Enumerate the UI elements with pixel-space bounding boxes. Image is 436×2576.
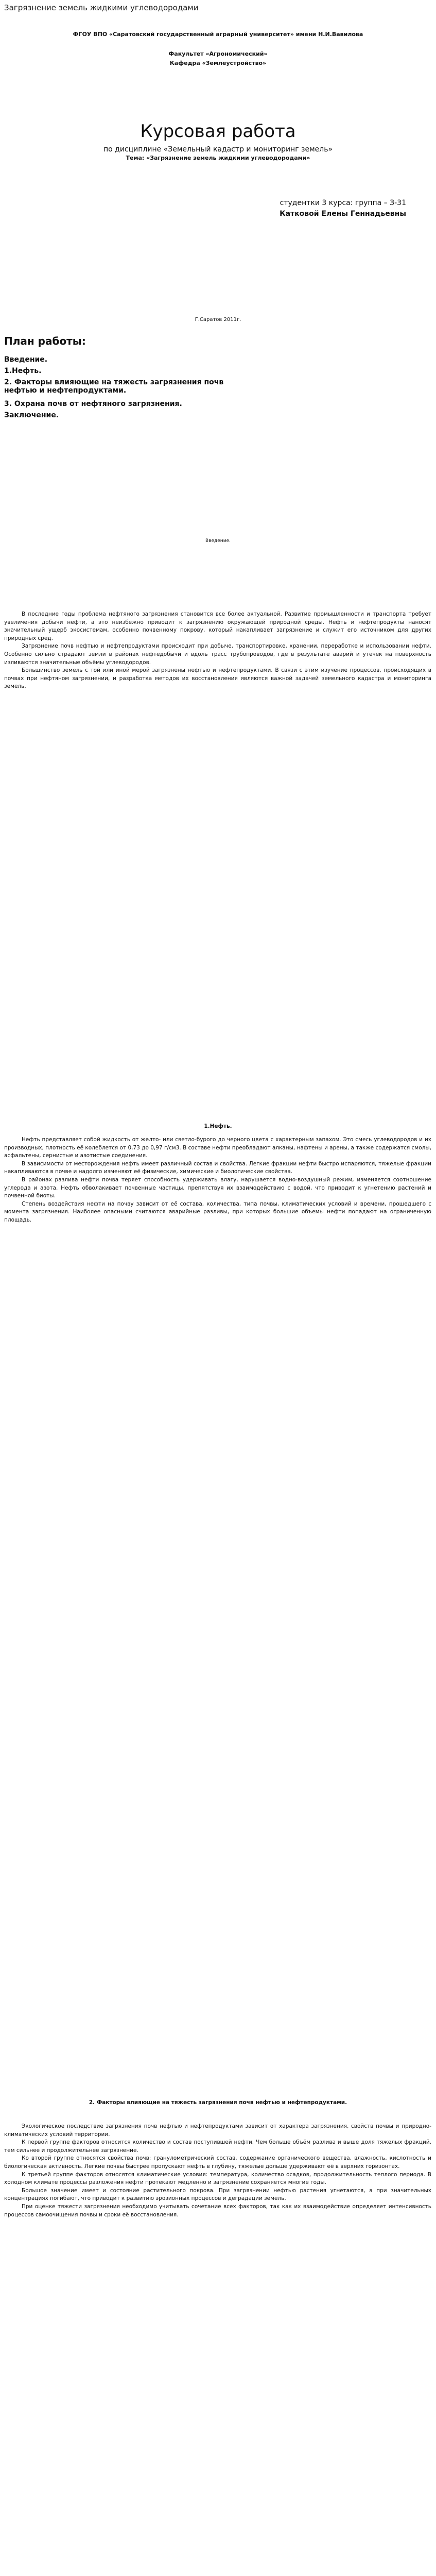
plan-item: 2. Факторы влияющие на тяжесть загрязнения почв нефтью и нефтепродуктами. <box>4 378 224 395</box>
paragraph: В районах разлива нефти почва теряет способность удерживать влагу, нарушается водно-воздушный режим, изменяется соотношение углерода и азота. Нефть обволакивает почвенные частицы, препятствуя их взаимодействию с водой, что приводит к угнетению растений и почвенной биоты. <box>4 1176 431 1199</box>
section-heading: 2. Факторы влияющие на тяжесть загрязнения почв нефтью и нефтепродуктами. <box>89 2099 347 2106</box>
work-subtitle: по дисциплине «Земельный кадастр и мониторинг земель» <box>103 145 333 154</box>
paragraph: К первой группе факторов относится количество и состав поступившей нефти. Чем больше объём разлива и выше доля тяжелых фракций, тем сильнее и продолжительнее загрязнение. <box>4 2139 431 2154</box>
paragraph: К третьей группе факторов относятся климатические условия: температура, количество осадков, продолжительность теплого периода. В холодном климате процессы разложения нефти протекают медленно и загрязнение сохраняется многие годы. <box>4 2171 431 2186</box>
plan-item: Заключение. <box>4 411 59 419</box>
date-city: Г.Саратов 2011г. <box>195 317 241 323</box>
paragraph: Экологическое последствие загрязнения почв нефтью и нефтепродуктами зависит от характера загрязнения, свойств почвы и природно-климатических условий территории. <box>4 2123 431 2138</box>
paragraph: Большинство земель с той или иной мерой загрязнены нефтью и нефтепродуктами. В связи с этим изучение процессов, происходящих в почвах при нефтяном загрязнении, и разработка методов их восстановления являются важной задачей земельного кадастра и мониторинга земель. <box>4 667 431 690</box>
plan-item: 1.Нефть. <box>4 367 42 375</box>
work-topic: Тема: «Загрязнение земель жидкими углеводородами» <box>126 155 310 161</box>
section-heading: 1.Нефть. <box>204 1123 232 1129</box>
paragraph: В последние годы проблема нефтяного загрязнения становится все более актуальной. Развитие промышленности и транспорта требует увеличения добычи нефти, а это неизбежно приводит к загрязнению окружающей природной среды. Нефть и нефтепродукты наносят значительный ущерб экосистемам, особенно почвенному покрову, который накапливает загрязнение и служит его источником для других природных сред. <box>4 611 431 641</box>
paragraph: Степень воздействия нефти на почву зависит от её состава, количества, типа почвы, климатических условий и времени, прошедшего с момента загрязнения. Наиболее опасными считаются аварийные разливы, при которых большие объемы нефти попадают на ограниченную площадь. <box>4 1200 431 1223</box>
university-name: ФГОУ ВПО «Саратовский государственный аграрный университет» имени Н.И.Вавилова <box>73 31 363 38</box>
page-title: Загрязнение земель жидкими углеводородами <box>4 3 199 12</box>
intro-text <box>4 611 431 691</box>
department-name: Кафедра «Землеустройство» <box>169 60 267 66</box>
student-info: студентки 3 курса: группа – З-31 <box>280 199 406 207</box>
work-title: Курсовая работа <box>140 121 296 142</box>
plan-item: Введение. <box>4 355 48 364</box>
paragraph: Нефть представляет собой жидкость от желто- или светло-бурого до черного цвета с характерным запахом. Это смесь углеводородов и их производных, плотность её колеблется от 0,73 до 0,97 г/см3. В составе нефти преобладают алканы, нафтены и арены, а также содержатся смолы, асфальтены, сернистые и азотистые соединения. <box>4 1137 431 1159</box>
intro-heading: Введение. <box>205 538 231 544</box>
plan-item: 3. Охрана почв от нефтяного загрязнения. <box>4 400 182 408</box>
paragraph: При оценке тяжести загрязнения необходимо учитывать сочетание всех факторов, так как их взаимодействие определяет интенсивность процессов самоочищения почвы и сроки её восстановления. <box>4 2203 431 2218</box>
student-name: Катковой Елены Геннадьевны <box>280 210 406 218</box>
paragraph: Загрязнение почв нефтью и нефтепродуктами происходит при добыче, транспортировке, хранении, переработке и использовании нефти. Особенно сильно страдают земли в районах нефтедобычи и вдоль трасс трубопроводов, где в результате аварий и утечек на поверхность изливаются значительные объёмы углеводородов. <box>4 643 431 666</box>
section-text <box>4 2123 431 2219</box>
faculty-name: Факультет «Агрономический» <box>168 50 268 57</box>
paragraph: Ко второй группе относятся свойства почв: гранулометрический состав, содержание органического вещества, влажность, кислотность и биологическая активность. Легкие почвы быстрее пропускают нефть в глубину, тяжелые дольше удерживают её в верхних горизонтах. <box>4 2155 431 2170</box>
section-text <box>4 1136 431 1225</box>
plan-heading: План работы: <box>4 335 86 347</box>
paragraph: В зависимости от месторождения нефть имеет различный состав и свойства. Легкие фракции нефти быстро испаряются, тяжелые фракции накапливаются в почве и надолго изменяют её физические, химические и биологические свойства. <box>4 1160 431 1175</box>
paragraph: Большое значение имеет и состояние растительного покрова. При загрязнении нефтью растения угнетаются, а при значительных концентрациях погибают, что приводит к развитию эрозионных процессов и деградации земель. <box>4 2187 431 2202</box>
